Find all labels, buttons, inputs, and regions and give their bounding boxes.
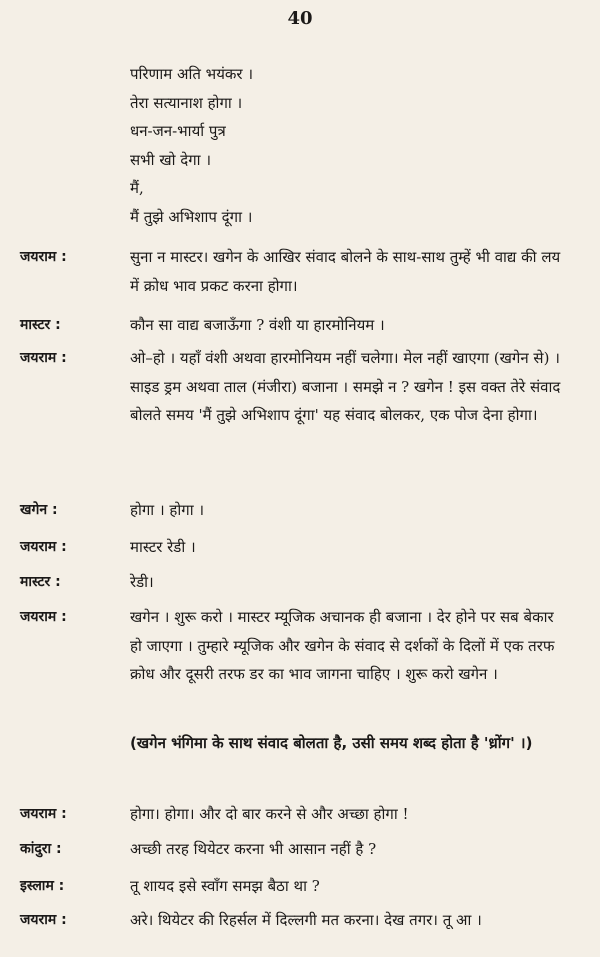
poem-verse [130,60,570,231]
speech-text: कौन सा वाद्य बजाऊँगा ? वंशी या हारमोनियम । [130,316,385,334]
speaker-name: मास्टर : [20,317,61,333]
poem-line: परिणाम अति भयंकर । [130,65,254,83]
poem-line: सभी खो देगा । [130,150,212,169]
poem-line: मैं तुझे अभिशाप दूंगा । [130,207,253,226]
speech-text: खगेन । शुरू करो । मास्टर म्यूजिक अचानक ही बजाना । देर होने पर सब बेकार हो जाएगा । तुम्हारे म्यूजिक और खगेन के संवाद से दर्शकों के दिलों में एक तरफ क्रोध और दूसरी तरफ डर का भाव जागना चाहिए । शुरू करो खगेन । [130,608,555,683]
speech-text: अरे। थियेटर की रिहर्सल में दिल्लगी मत करना। देख तगर। तू आ । [130,911,482,929]
speaker-name: खगेन : [20,502,58,518]
speaker-name: जयराम : [20,609,67,625]
speaker-name: जयराम : [20,912,67,928]
speech-text: तू शायद इसे स्वाँग समझ बैठा था ? [130,877,320,895]
speech-text: मास्टर रेडी । [130,538,196,556]
poem-line: तेरा सत्यानाश होगा । [130,93,243,112]
page-number: 40 [287,8,313,29]
speech-text: अच्छी तरह थियेटर करना भी आसान नहीं है ? [130,840,377,858]
speech-text: रेडी। [130,573,154,591]
speaker-name: जयराम : [20,539,67,555]
speaker-name: जयराम : [20,249,67,265]
speech-text: होगा। होगा। और दो बार करने से और अच्छा होगा ! [130,805,409,823]
speaker-name: इस्लाम : [20,878,65,894]
speaker-name: जयराम : [20,350,67,366]
stage-direction: (खगेन भंगिमा के साथ संवाद बोलता है, उसी समय शब्द होता है 'ध्रोंग' ।) [130,734,533,752]
poem-line: धन-जन-भार्या पुत्र [130,122,226,140]
speaker-name: कांदुरा : [20,841,62,857]
speaker-name: मास्टर : [20,574,61,590]
speaker-name: जयराम : [20,806,67,822]
speech-text: सुना न मास्टर। खगेन के आखिर संवाद बोलने के साथ-साथ तुम्हें भी वाद्य की लय में क्रोध भाव प्रकट करना होगा। [130,248,561,295]
poem-line: मैं, [130,179,144,197]
speech-text: होगा । होगा । [130,501,205,519]
speech-text: ओ–हो । यहाँ वंशी अथवा हारमोनियम नहीं चलेगा। मेल नहीं खाएगा (खगेन से) । साइड ड्रम अथवा ताल (मंजीरा) बजाना । समझे न ? खगेन ! इस वक्त तेरे संवाद बोलते समय 'मैं तुझे अभिशाप दूंगा' यह संवाद बोलकर, एक पोज देना होगा। [130,349,561,424]
